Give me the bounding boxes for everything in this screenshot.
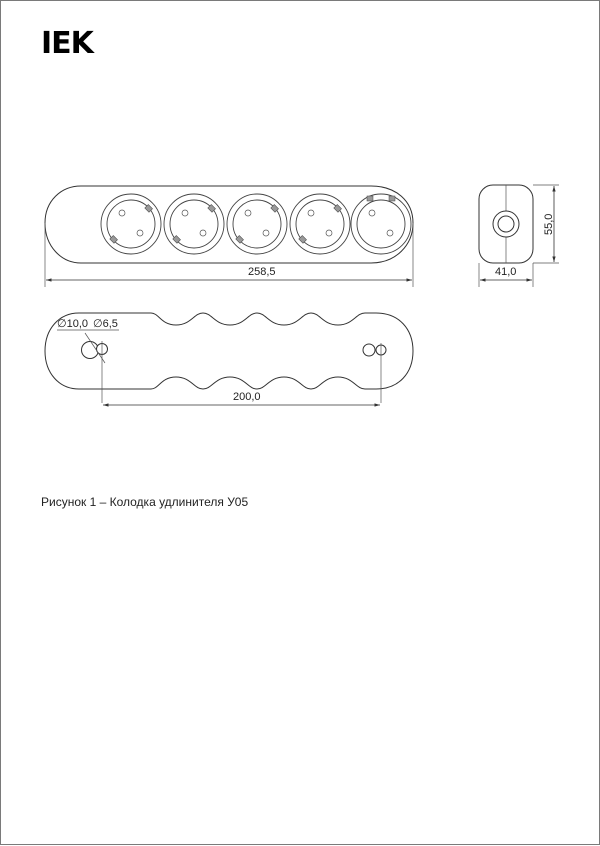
socket-2	[164, 194, 224, 254]
dim-mount: 200,0	[233, 391, 261, 403]
socket-5	[351, 194, 411, 254]
figure-caption: Рисунок 1 – Колодка удлинителя У05	[41, 495, 249, 509]
socket-1	[101, 194, 161, 254]
dim-width: 41,0	[495, 266, 517, 278]
iek-logo: IEK	[41, 26, 93, 61]
dim-length: 258,5	[248, 266, 276, 278]
back-view	[45, 313, 413, 405]
dim-hole-large: ∅10,0	[57, 318, 88, 330]
socket-4	[290, 194, 350, 254]
side-view	[479, 185, 559, 287]
dim-hole-small: ∅6,5	[93, 318, 118, 330]
socket-3	[227, 194, 287, 254]
technical-drawing	[1, 1, 600, 846]
dim-height: 55,0	[543, 213, 555, 235]
front-view	[45, 186, 413, 287]
